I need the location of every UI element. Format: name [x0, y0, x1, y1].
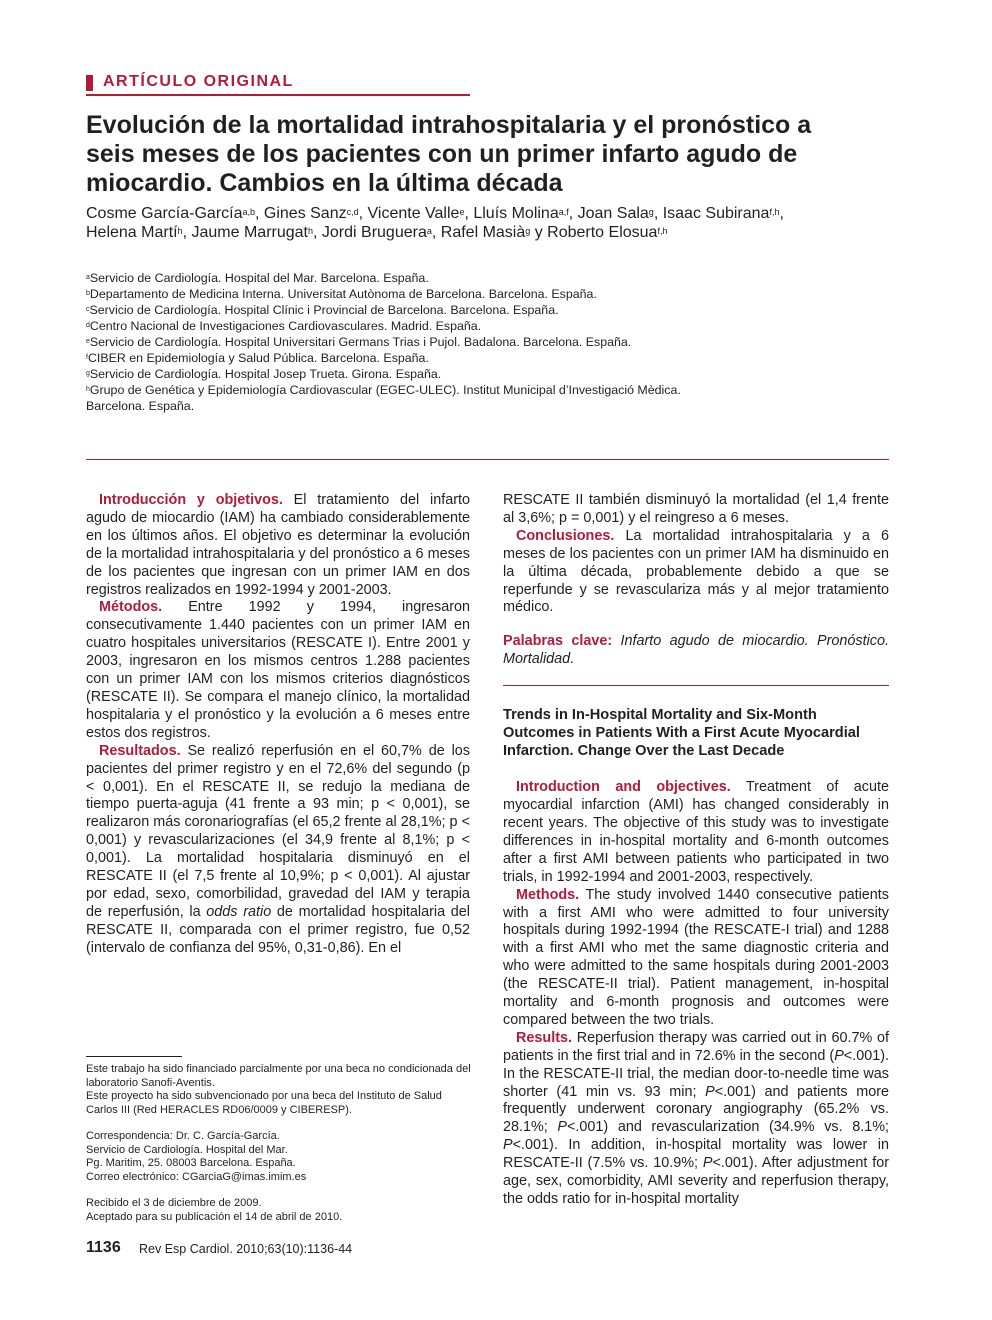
author-affiliation-sup: h [177, 226, 183, 236]
abstract-results-text-2: de mortalidad hospitalaria del RESCATE II, comparada con el primer registro, fue 0,52 (intervalo de confianza del 95%, 0,31-0,86). En el [86, 903, 470, 956]
affiliation-sup: h [86, 386, 90, 393]
author-separator: , [568, 205, 578, 222]
keywords-heading: Palabras clave: [503, 633, 613, 650]
affiliation-sup: c [86, 306, 90, 313]
affiliation-text: Servicio de Cardiología. Hospital Universitari Germans Trias i Pujol. Badalona. Barcelona. España. [89, 335, 632, 349]
author-separator: , [464, 205, 474, 222]
affiliation-text: CIBER en Epidemiología y Salud Pública. Barcelona. España. [87, 351, 429, 365]
correspondence-line: Correspondencia: Dr. C. García-García. [86, 1130, 280, 1142]
english-intro [503, 779, 889, 886]
author-name: Jordi Bruguera [321, 224, 427, 241]
author-list [86, 204, 886, 242]
english-methods [503, 887, 889, 1030]
p-value-symbol: P [834, 1047, 844, 1064]
author-affiliation-sup: g [525, 226, 531, 236]
author-name: Joan Sala [577, 205, 649, 222]
affiliation-sup: d [86, 322, 90, 329]
keywords [503, 633, 889, 669]
abstract-methods-text: Entre 1992 y 1994, ingresaron consecutivamente 1.440 pacientes con un primer IAM en cuatro hospitales universitarios (RESCATE I). Entre 2001 y 2003, ingresaron en los mismos centros 1.288 pacientes con un primer IAM con los mismos criterios diagnósticos (RESCATE II). Se compara el manejo clínico, la mortalidad hospitalaria y el pronóstico y la evolución a 6 meses entre estos dos registros. [86, 599, 470, 741]
affiliation-sup: f [86, 354, 88, 361]
p-value-symbol: P [702, 1155, 713, 1172]
author-affiliation-sup: h [308, 226, 314, 236]
author-affiliation-sup: g [648, 207, 654, 217]
footnote-divider [86, 1056, 182, 1057]
p-value-symbol: P [705, 1083, 715, 1100]
author-name: Gines Sanz [263, 205, 347, 222]
affiliation-sup: b [86, 290, 90, 297]
received-date: Recibido el 3 de diciembre de 2009. [86, 1197, 262, 1209]
english-results [503, 1030, 889, 1209]
affiliation-item [86, 350, 706, 366]
author-separator: , [182, 224, 192, 241]
author-name: Roberto Elosua [547, 224, 658, 241]
accepted-date: Aceptado para su publicación el 14 de abril de 2010. [86, 1210, 343, 1223]
affiliation-sup: a [86, 274, 90, 281]
english-abstract-divider [503, 685, 889, 686]
correspondence-line: Pg. Maritim, 25. 08003 Barcelona. España. [86, 1157, 296, 1169]
abstract-results-text: Se realizó reperfusión en el 60,7% de los pacientes del primer registro y en el 72,6% del segundo (p < 0,001). En el RESCATE II, se redujo la mediana de tiempo puerta-aguja (41 frente a 93 min; p < 0,001), se realizaron más coronariografías (el 65,2 frente al 28,1%; p < 0,001) y revascularizaciones (el 34,9 frente al 8,1%; p < 0,001). La mortalidad hospitalaria disminuyó en el RESCATE II (el 7,5 frente al 10,9%; p < 0,001). Al ajustar por edad, sexo, comorbilidad, gravedad del IAM y terapia de reperfusión, la [86, 742, 470, 920]
funding-note [86, 1063, 476, 1117]
p-value-symbol: P [503, 1137, 513, 1154]
english-results-text: <.001). After adjustment for age, sex, comorbidity, AMI severity and reperfusion therapy, the odds ratio for in-hospital mortality [503, 1155, 889, 1207]
abstract-results-continued-text: RESCATE II también disminuyó la mortalidad (el 1,4 frente al 3,6%; p = 0,001) y el reingreso a 6 meses. [503, 492, 889, 526]
english-results-text: <.001) and patients more frequently underwent coronary angiography (65.2% vs. 28.1%; [503, 1083, 889, 1136]
affiliation-text: Servicio de Cardiología. Hospital del Mar. Barcelona. España. [89, 271, 429, 285]
abstract-methods-heading: Métodos. [99, 599, 163, 616]
abstract-intro [86, 492, 470, 599]
abstract-results-continued [503, 492, 889, 528]
author-affiliation-sup: a,f [558, 207, 569, 217]
funding-line: Este trabajo ha sido financiado parcialmente por una beca no condicionada del laboratorio Sanofi-Aventis. [86, 1063, 471, 1089]
affiliation-item [86, 382, 706, 414]
affiliation-item [86, 366, 706, 382]
affiliation-item [86, 270, 706, 286]
author-affiliation-sup: e [459, 207, 465, 217]
english-methods-text: The study involved 1440 consecutive patients with a first AMI who were admitted to four university hospitals during 1992-1994 (the RESCATE-I trial) and 1288 with a first AMI who met the same diagnostic criteria and who were admitted to the same hospitals during 2001-2003 (the RESCATE-II trial). Patient management, in-hospital mortality and 6-month prognosis and outcomes were compared between the two trials. [503, 886, 889, 1028]
correspondence [86, 1130, 476, 1184]
p-value-symbol: P [557, 1119, 568, 1136]
correspondence-email: Correo electrónico: CGarciaG@imas.imim.es [86, 1170, 307, 1183]
author-name: Vicente Valle [367, 205, 460, 222]
footnotes [86, 1063, 476, 1237]
abstract-conclusions-heading: Conclusiones. [516, 527, 615, 544]
funding-line: Este proyecto ha sido subvencionado por una beca del Instituto de Salud Carlos III (Red HERACLES RD06/0009 y CIBERESP). [86, 1090, 442, 1116]
affiliation-item [86, 286, 706, 302]
affiliation-item [86, 302, 706, 318]
affiliation-text: Servicio de Cardiología. Hospital Josep Trueta. Girona. España. [89, 367, 442, 381]
header-divider [86, 459, 889, 460]
author-separator: , [255, 205, 264, 222]
author-separator: , [779, 205, 784, 222]
english-results-text: <.001). In the RESCATE-II trial, the median door-to-needle time was shorter (41 min vs. 93 min; [503, 1047, 889, 1100]
abstract-conclusions [503, 528, 889, 618]
author-affiliation-sup: c,d [346, 207, 359, 217]
author-affiliation-sup: f,h [769, 207, 780, 217]
abstract-methods [86, 599, 470, 742]
english-results-heading: Results. [516, 1029, 572, 1046]
dates [86, 1197, 476, 1224]
abstract-results-heading: Resultados. [99, 742, 181, 759]
author-name: Jaume Marrugat [191, 224, 308, 241]
abstract-intro-text: El tratamiento del infarto agudo de miocardio (IAM) ha cambiado considerablemente en los últimos años. El objetivo es determinar la evolución de la mortalidad intrahospitalaria y del pronóstico a 6 meses de los pacientes que ingresan con un primer IAM en dos registros realizados en 1992-1994 y 2001-2003. [86, 492, 470, 598]
author-separator: , [431, 224, 441, 241]
english-results-text: <.001). In addition, in-hospital mortality was lower in RESCATE-II (7.5% vs. 10.9%; [503, 1137, 889, 1172]
section-label [86, 72, 470, 96]
affiliation-sup: e [86, 338, 90, 345]
author-name: Cosme García-García [86, 205, 243, 222]
affiliation-list [86, 270, 706, 414]
author-separator: , [653, 205, 663, 222]
english-results-text: <.001) and revascularization (34.9% vs. 8.1%; [567, 1119, 889, 1136]
section-label-text: ARTÍCULO ORIGINAL [103, 73, 294, 90]
author-separator: , [313, 224, 322, 241]
author-name: Isaac Subirana [662, 205, 770, 222]
author-name: Helena Martí [86, 224, 178, 241]
author-separator: y [530, 224, 548, 241]
affiliation-sup: g [86, 370, 90, 377]
author-affiliation-sup: f,h [657, 226, 668, 236]
author-name: Lluís Molina [473, 205, 559, 222]
abstract-conclusions-text: La mortalidad intrahospitalaria y a 6 meses de los pacientes con un primer IAM ha disminuido en la última década, probablemente debido a que se reperfunde y se revasculariza más y al mejor tratamiento médico. [503, 527, 889, 616]
abstract-intro-heading: Introducción y objetivos. [99, 492, 283, 508]
english-methods-heading: Methods. [516, 886, 580, 903]
affiliation-item [86, 318, 706, 334]
english-intro-text: Treatment of acute myocardial infarction (AMI) has changed considerably in recent years. The objective of this study was to investigate differences in in-hospital mortality and 6-month outcomes after a first AMI between patients who participated in two trials, in 1992-1994 and 2001-2003, respectively. [503, 779, 889, 885]
author-separator: , [358, 205, 368, 222]
affiliation-text: Centro Nacional de Investigaciones Cardiovasculares. Madrid. España. [89, 319, 482, 333]
article-title: Evolución de la mortalidad intrahospitalaria y el pronóstico a seis meses de los pacientes con un primer infarto agudo de miocardio. Cambios en la última década [86, 111, 812, 197]
affiliation-item [86, 334, 706, 350]
abstract-results [86, 743, 470, 958]
page-number: 1136 [86, 1239, 121, 1256]
abstract-right-column [503, 492, 889, 1209]
section-label-bar [86, 75, 93, 91]
correspondence-line: Servicio de Cardiología. Hospital del Mar. [86, 1143, 288, 1156]
author-affiliation-sup: a,b [242, 207, 255, 217]
keywords-text: Infarto agudo de miocardio. Pronóstico. Mortalidad. [503, 633, 889, 668]
author-name: Rafel Masià [440, 224, 526, 241]
english-intro-heading: Introduction and objectives. [516, 779, 731, 796]
abstract-spanish-column [86, 492, 470, 958]
author-affiliation-sup: a [426, 226, 432, 236]
journal-reference: Rev Esp Cardiol. 2010;63(10):1136-44 [139, 1242, 353, 1256]
affiliation-text: Grupo de Genética y Epidemiología Cardiovascular (EGEC-ULEC). Institut Municipal d’Investigació Mèdica. Barcelona. España. [86, 383, 681, 413]
english-title: Trends in In-Hospital Mortality and Six-Month Outcomes in Patients With a First Acute Myocardial Infarction. Change Over the Last Decade [503, 707, 860, 760]
affiliation-text: Servicio de Cardiología. Hospital Clínic i Provincial de Barcelona. Barcelona. España. [89, 303, 559, 317]
abstract-results-italic: odds ratio [206, 903, 272, 920]
english-results-text: Reperfusion therapy was carried out in 60.7% of patients in the first trial and in 72.6% in the second ( [503, 1029, 889, 1064]
affiliation-text: Departamento de Medicina Interna. Universitat Autònoma de Barcelona. Barcelona. España. [89, 287, 597, 301]
